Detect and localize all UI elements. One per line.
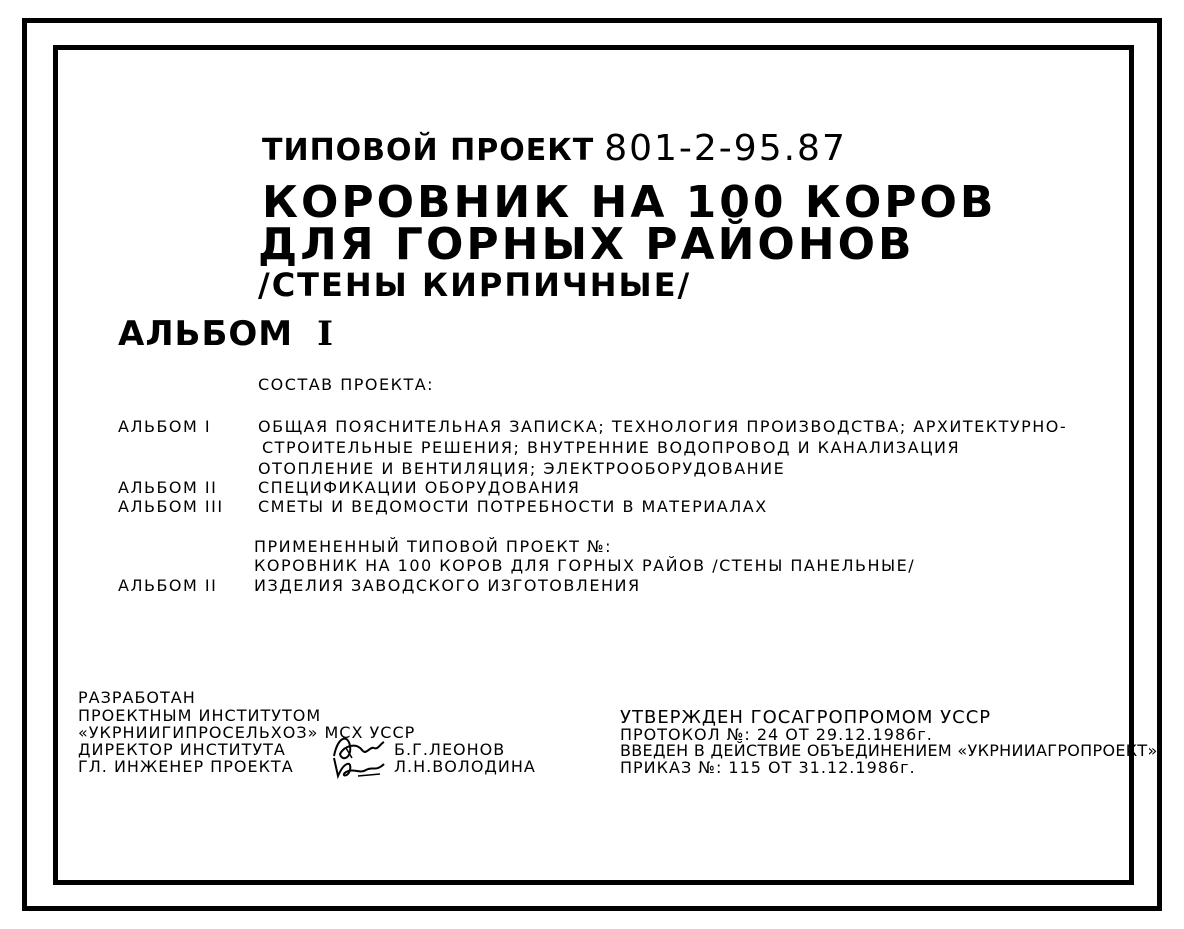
album-3-label: АЛЬБОМ III <box>118 497 224 516</box>
album-1-line-1: ОБЩАЯ ПОЯСНИТЕЛЬНАЯ ЗАПИСКА; ТЕХНОЛОГИЯ ПРОИЗВОДСТВА; АРХИТЕКТУРНО- <box>258 417 1068 436</box>
title-line-2: ДЛЯ ГОРНЫХ РАЙОНОВ <box>258 219 915 270</box>
project-label: ТИПОВОЙ ПРОЕКТ <box>262 133 595 168</box>
applied-project: КОРОВНИК НА 100 КОРОВ ДЛЯ ГОРНЫХ РАЙОВ /СТЕНЫ ПАНЕЛЬНЫЕ/ <box>254 556 916 575</box>
engineer-signature <box>328 752 388 782</box>
album-1-label: АЛЬБОМ I <box>118 417 212 436</box>
developer-line-3: «УКРНИИГИПРОСЕЛЬХОЗ» МСХ УССР <box>78 723 416 742</box>
album-3-line-1: СМЕТЫ И ВЕДОМОСТИ ПОТРЕБНОСТИ В МАТЕРИАЛАХ <box>258 497 768 516</box>
album-1-line-3: ОТОПЛЕНИЕ И ВЕНТИЛЯЦИЯ; ЭЛЕКТРООБОРУДОВАНИЕ <box>258 459 786 478</box>
engineer-name: Л.Н.ВОЛОДИНА <box>394 757 536 776</box>
developer-line-2: ПРОЕКТНЫМ ИНСТИТУТОМ <box>78 706 322 725</box>
album-heading <box>118 314 334 354</box>
album-heading-numeral: I <box>317 314 335 354</box>
album-1-line-2: СТРОИТЕЛЬНЫЕ РЕШЕНИЯ; ВНУТРЕННИЕ ВОДОПРОВОД И КАНАЛИЗАЦИЯ <box>262 438 961 457</box>
applied-album-label: АЛЬБОМ II <box>118 576 218 595</box>
approval-line-1: УТВЕРЖДЕН ГОСАГРОПРОМОМ УССР <box>620 707 992 728</box>
director-name: Б.Г.ЛЕОНОВ <box>394 740 506 759</box>
title-line-3: /СТЕНЫ КИРПИЧНЫЕ/ <box>258 266 692 304</box>
project-number: 801-2-95.87 <box>604 128 847 169</box>
project-title <box>262 128 847 169</box>
applied-heading: ПРИМЕНЕННЫЙ ТИПОВОЙ ПРОЕКТ №: <box>254 537 613 556</box>
album-2-line-1: СПЕЦИФИКАЦИИ ОБОРУДОВАНИЯ <box>258 478 581 497</box>
approval-line-4: ПРИКАЗ №: 115 ОТ 31.12.1986г. <box>620 758 916 777</box>
title-line-1: КОРОВНИК НА 100 КОРОВ <box>262 177 997 228</box>
approval-line-2: ПРОТОКОЛ №: 24 ОТ 29.12.1986г. <box>620 725 933 744</box>
engineer-label: ГЛ. ИНЖЕНЕР ПРОЕКТА <box>78 757 294 776</box>
album-heading-label: АЛЬБОМ <box>118 314 294 354</box>
developer-line-1: РАЗРАБОТАН <box>78 688 196 707</box>
album-2-label: АЛЬБОМ II <box>118 478 218 497</box>
director-label: ДИРЕКТОР ИНСТИТУТА <box>78 740 286 759</box>
composition-heading: СОСТАВ ПРОЕКТА: <box>258 375 435 394</box>
applied-album-text: ИЗДЕЛИЯ ЗАВОДСКОГО ИЗГОТОВЛЕНИЯ <box>254 576 641 595</box>
approval-line-3: ВВЕДЕН В ДЕЙСТВИЕ ОБЪЕДИНЕНИЕМ «УКРНИИАГРОПРОЕКТ» <box>620 741 1158 760</box>
